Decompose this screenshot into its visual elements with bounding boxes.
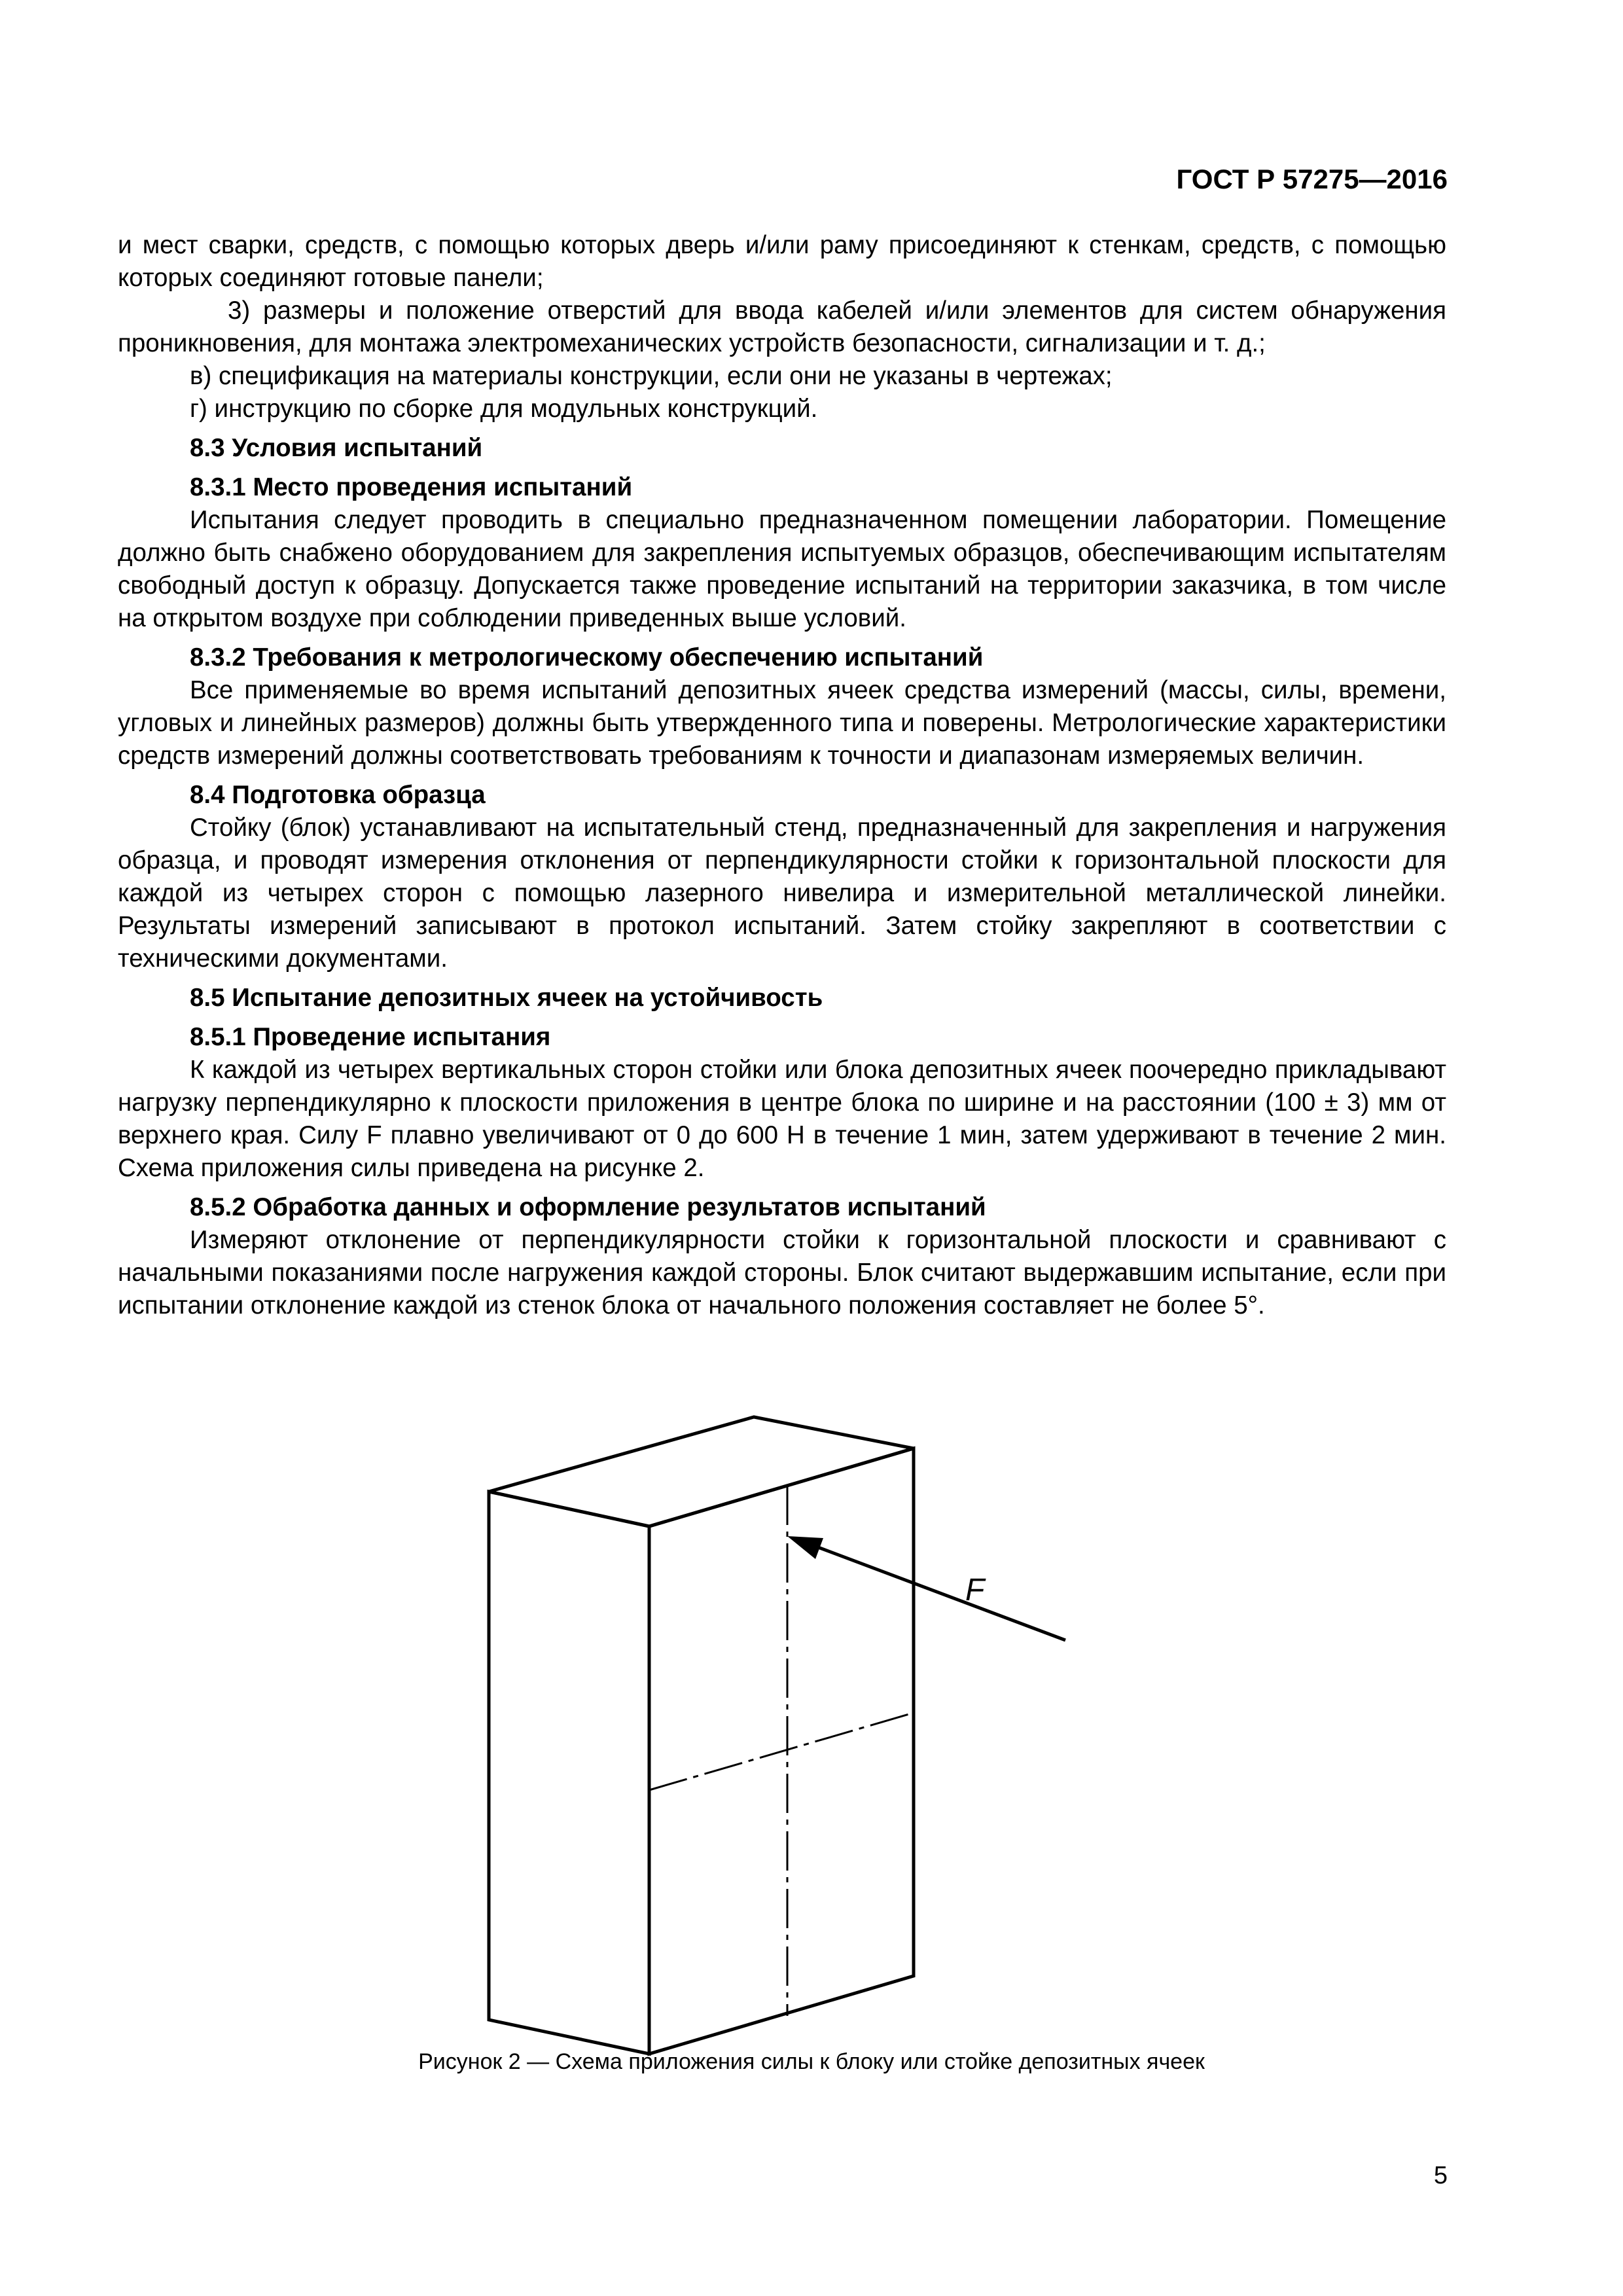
section-heading: 8.5.2 Обработка данных и оформление результатов испытаний xyxy=(190,1193,986,1221)
body-paragraph: Все применяемые во время испытаний депозитных ячеек средства измерений (массы, силы, времени, угловых и линейных размеров) должны быть утвержденного типа и поверены. Метрологические характеристики средств измерений должны соответствовать требованиям к точности и диапазонам измеряемых величин. xyxy=(118,676,1446,770)
section-heading: 8.5.1 Проведение испытания xyxy=(190,1023,551,1051)
page-number: 5 xyxy=(1433,2162,1448,2189)
document-header: ГОСТ Р 57275—2016 xyxy=(1176,164,1448,194)
body-paragraph: Испытания следует проводить в специально предназначенном помещении лаборатории. Помещение должно быть снабжено оборудованием для закрепления испытуемых образцов, обеспечивающим испытателям свободный доступ к образцу. Допускается также проведение испытаний на территории заказчика, в том числе на открытом воздухе при соблюдении приведенных выше условий. xyxy=(118,506,1446,632)
force-label: F xyxy=(965,1573,985,1607)
body-paragraph: 3) размеры и положение отверстий для ввода кабелей и/или элементов для систем обнаружения проникновения, для монтажа электромеханических устройств безопасности, сигнализации и т. д.; xyxy=(118,296,1446,357)
body-paragraph: Стойку (блок) устанавливают на испытательный стенд, предназначенный для закрепления и нагружения образца, и проводят измерения отклонения от перпендикулярности стойки к горизонтальной плоскости для каждой из четырех сторон с помощью лазерного нивелира и измерительной металлической линейки. Результаты измерений записывают в протокол испытаний. Затем стойку закрепляют в соответствии с техническими документами. xyxy=(118,814,1446,973)
body-paragraph: Измеряют отклонение от перпендикулярности стойки к горизонтальной плоскости и сравнивают с начальными показаниями после нагружения каждой стороны. Блок считают выдержавшим испытание, если при испытании отклонение каждой из стенок блока от начального положения составляет не более 5°. xyxy=(118,1226,1446,1319)
section-heading: 8.5 Испытание депозитных ячеек на устойчивость xyxy=(190,984,823,1012)
figure-block-diagram xyxy=(0,1388,1623,2068)
force-arrow-line xyxy=(818,1547,1065,1640)
document-body xyxy=(118,229,1446,1322)
section-heading: 8.3 Условия испытаний xyxy=(190,434,483,462)
force-arrowhead xyxy=(787,1536,823,1559)
figure-caption: Рисунок 2 — Схема приложения силы к блоку или стойке депозитных ячеек xyxy=(418,2049,1205,2074)
body-paragraph: г) инструкцию по сборке для модульных конструкций. xyxy=(190,395,818,423)
body-paragraph: и мест сварки, средств, с помощью которых дверь и/или раму присоединяют к стенкам, средств, с помощью которых соединяют готовые панели; xyxy=(118,231,1446,292)
body-paragraph: К каждой из четырех вертикальных сторон стойки или блока депозитных ячеек поочередно прикладывают нагрузку перпендикулярно к плоскости приложения в центре блока по ширине и на расстоянии (100 ± 3) мм от верхнего края. Силу F плавно увеличивают от 0 до 600 Н в течение 1 мин, затем удерживают в течение 2 мин. Схема приложения силы приведена на рисунке 2. xyxy=(118,1056,1446,1182)
section-heading: 8.3.2 Требования к метрологическому обеспечению испытаний xyxy=(190,643,984,672)
body-paragraph: в) спецификация на материалы конструкции, если они не указаны в чертежах; xyxy=(190,362,1113,390)
section-heading: 8.3.1 Место проведения испытаний xyxy=(190,473,633,501)
block-top-face xyxy=(489,1417,914,1526)
section-heading: 8.4 Подготовка образца xyxy=(190,781,486,809)
block-side-face xyxy=(489,1492,649,2054)
horizontal-center-line xyxy=(649,1713,914,1790)
